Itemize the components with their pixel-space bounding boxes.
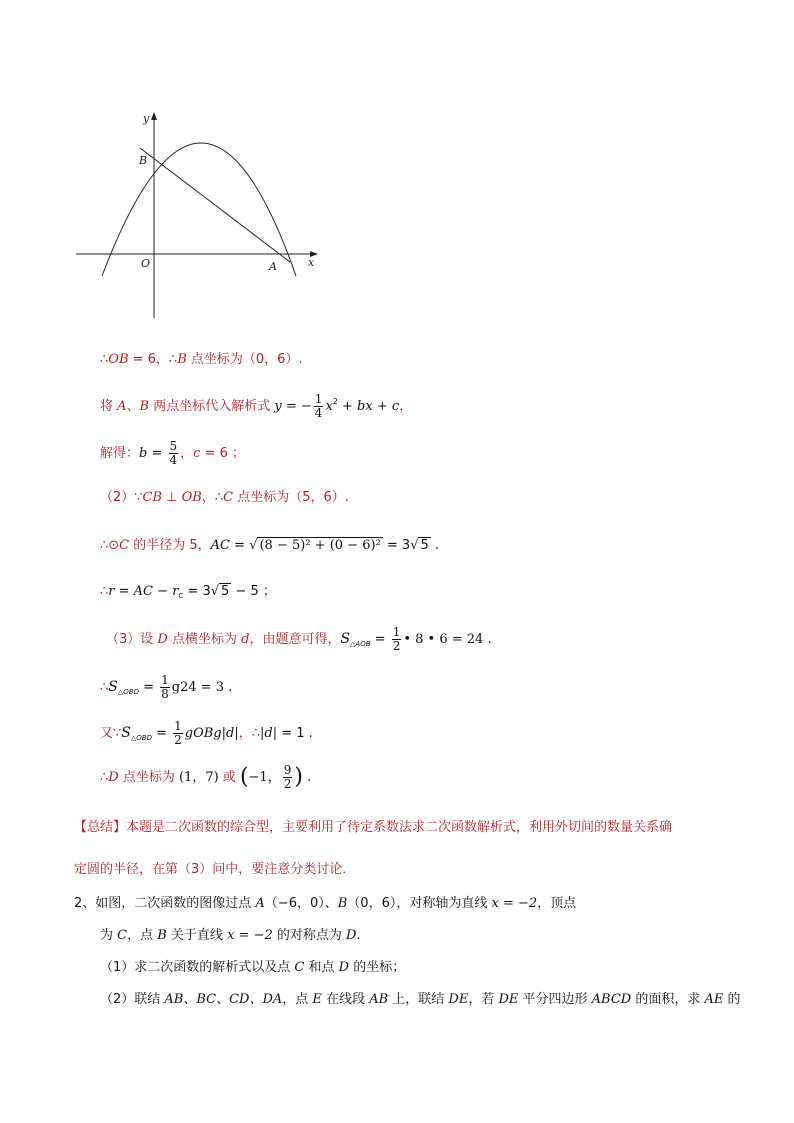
text: ，∴ bbox=[201, 490, 224, 505]
text: C bbox=[119, 538, 130, 553]
text: 和点 bbox=[304, 960, 339, 975]
solution-line-1 bbox=[100, 350, 303, 370]
text: △AOB bbox=[350, 640, 371, 648]
text: = bbox=[147, 446, 167, 461]
text: 平分四边形 bbox=[518, 992, 592, 1007]
text: 的 bbox=[723, 992, 741, 1007]
text: . bbox=[483, 632, 492, 647]
text: 的坐标； bbox=[349, 960, 406, 975]
text: （2）∵ bbox=[100, 490, 143, 505]
text: = 3 bbox=[183, 584, 211, 599]
text: E bbox=[312, 992, 322, 1007]
fraction: $\frac{1}{2}$ bbox=[174, 719, 182, 747]
text: 5 bbox=[420, 538, 429, 553]
problem-line-1 bbox=[74, 894, 576, 914]
text: 的对称点为 bbox=[272, 928, 346, 943]
origin-label: O bbox=[141, 257, 151, 270]
problem-line-2 bbox=[100, 926, 361, 946]
text: C bbox=[178, 592, 184, 600]
text: − bbox=[153, 584, 173, 599]
text: ABCD bbox=[591, 992, 632, 1007]
text: D bbox=[345, 928, 357, 943]
text: 的面积，求 bbox=[631, 992, 705, 1007]
text: 为 bbox=[100, 928, 118, 943]
text: OB bbox=[108, 352, 129, 367]
text: C bbox=[223, 490, 234, 505]
text: 2 bbox=[332, 397, 338, 406]
text: 或 bbox=[218, 770, 240, 785]
summary-tag: 【总结】 bbox=[74, 820, 127, 835]
text: ，顶点 bbox=[537, 896, 577, 911]
text: B bbox=[139, 399, 150, 414]
text: ∴ bbox=[100, 770, 109, 785]
text: （0，6），对称轴为直线 bbox=[347, 896, 492, 911]
text: A bbox=[255, 896, 265, 911]
text: = 6 ； bbox=[200, 446, 246, 461]
solution-line-2 bbox=[100, 392, 412, 420]
text: ， bbox=[180, 446, 194, 461]
problem-question-1 bbox=[100, 958, 405, 978]
text: A bbox=[117, 399, 127, 414]
text: 点坐标为（0，6）. bbox=[186, 352, 303, 367]
text: d bbox=[241, 632, 250, 647]
text: ，点 bbox=[282, 992, 313, 1007]
text: −1， bbox=[248, 770, 281, 785]
point-a-label: A bbox=[269, 260, 277, 273]
y-axis-label: y bbox=[143, 112, 150, 125]
text: x = −2 bbox=[227, 928, 273, 943]
solution-line-7 bbox=[106, 626, 492, 654]
text: CB bbox=[142, 490, 163, 505]
y-axis-arrow bbox=[151, 112, 157, 120]
text: （1）求二次函数的解析式以及点 bbox=[100, 960, 295, 975]
solution-line-10: ∴D 点坐标为 (1，7) 或 (−1， $\frac{9}{2}$ ) . bbox=[100, 763, 312, 791]
problem-question-2 bbox=[100, 990, 741, 1010]
text: (1，7) bbox=[178, 770, 219, 785]
text: （2）联结 bbox=[100, 992, 165, 1007]
text: DE bbox=[498, 992, 519, 1007]
text: x = −2 bbox=[491, 896, 538, 911]
text: 点横坐标为 bbox=[167, 632, 242, 647]
text: （3）设 bbox=[106, 632, 158, 647]
fraction: $\frac{5}{4}$ bbox=[169, 439, 178, 467]
point-b-label: B bbox=[139, 154, 148, 167]
fraction: $\frac{1}{2}$ bbox=[392, 625, 401, 653]
text: ，点 bbox=[127, 928, 158, 943]
text: 5 bbox=[221, 584, 230, 599]
summary-line-2 bbox=[74, 860, 355, 880]
text: gOBg bbox=[184, 726, 222, 741]
text: 又∵ bbox=[100, 726, 122, 741]
fraction: $\frac{9}{2}$ bbox=[283, 763, 292, 791]
solution-line-8 bbox=[100, 674, 232, 702]
text: y bbox=[274, 399, 282, 414]
text: AC bbox=[210, 538, 231, 553]
text: 关于直线 bbox=[166, 928, 228, 943]
solution-line-6: ∴r = AC − $r_C = 3√$ 5 − 5 ； bbox=[100, 584, 276, 600]
text: r bbox=[172, 584, 179, 599]
text: B bbox=[337, 896, 348, 911]
text: AB、BC、CD、DA bbox=[164, 992, 283, 1007]
text: ， bbox=[399, 399, 413, 414]
text: = 3 bbox=[382, 538, 411, 553]
text: 点坐标为（5，6）. bbox=[233, 490, 349, 505]
text: = − bbox=[281, 399, 312, 414]
text: 两点坐标代入解析式 bbox=[149, 399, 275, 414]
text: ，由题意可得， bbox=[249, 632, 341, 647]
text: = 1 bbox=[277, 726, 305, 741]
line-ab bbox=[140, 148, 290, 262]
text: DE bbox=[448, 992, 469, 1007]
text: 上，联结 bbox=[388, 992, 449, 1007]
text: ，若 bbox=[468, 992, 499, 1007]
solution-line-3 bbox=[100, 440, 245, 467]
parabola-curve bbox=[102, 143, 296, 276]
text: 在线段 bbox=[321, 992, 370, 1007]
summary-line-1 bbox=[74, 818, 672, 838]
solution-line-5: ∴⊙C 的半径为 5，AC = √ (8 − 5)² + (0 − 6)² = 3√ 5 . bbox=[100, 538, 440, 553]
text: S bbox=[121, 725, 131, 741]
text: C bbox=[117, 928, 128, 943]
text: . bbox=[356, 928, 361, 943]
fraction: $\frac{1}{4}$ bbox=[314, 392, 323, 420]
text: . bbox=[224, 680, 233, 695]
text: AC bbox=[133, 584, 154, 599]
text: D bbox=[108, 770, 119, 785]
text: 的半径为 5， bbox=[129, 538, 211, 553]
text: = bbox=[151, 726, 172, 741]
text: = 6，∴ bbox=[128, 352, 178, 367]
text: S bbox=[108, 679, 118, 695]
text: （−6，0）、 bbox=[264, 896, 338, 911]
text: |d| bbox=[221, 726, 239, 741]
text: D bbox=[338, 960, 350, 975]
text: 2、如图，二次函数的图像过点 bbox=[74, 896, 256, 911]
text: 定圆的半径，在第（3）问中，要注意分类讨论． bbox=[74, 862, 356, 877]
text: b bbox=[139, 446, 148, 461]
text: OB bbox=[181, 490, 202, 505]
text: 本题是二次函数的综合型，主要利用了待定系数法求二次函数解析式，利用外切间的数量关系确 bbox=[126, 820, 673, 835]
text: . bbox=[304, 726, 313, 741]
text: ，∴ bbox=[238, 726, 261, 741]
text: △OBD bbox=[130, 734, 152, 742]
text: AE bbox=[704, 992, 724, 1007]
text: 、 bbox=[126, 399, 140, 414]
text: x bbox=[325, 399, 333, 414]
sqrt-radicand: (8 − 5)² + (0 − 6)² bbox=[259, 538, 381, 553]
text: ∴ bbox=[100, 680, 109, 695]
text: ∴ bbox=[100, 352, 109, 367]
text: |d| bbox=[260, 726, 278, 741]
text: − 5 ； bbox=[231, 584, 276, 599]
fraction: $\frac{1}{8}$ bbox=[161, 673, 169, 701]
text: ∴⊙ bbox=[100, 538, 120, 553]
text: . bbox=[302, 770, 312, 785]
text: = bbox=[230, 538, 250, 553]
text: 点坐标为 bbox=[118, 770, 179, 785]
x-axis-label: x bbox=[308, 256, 315, 269]
text: = bbox=[114, 584, 134, 599]
solution-line-4 bbox=[100, 488, 349, 508]
text: r bbox=[108, 584, 115, 599]
solution-line-9 bbox=[100, 720, 313, 748]
text: B bbox=[157, 928, 167, 943]
text: B bbox=[177, 352, 187, 367]
text: c bbox=[193, 446, 201, 461]
text: . bbox=[430, 538, 440, 553]
text: = bbox=[370, 632, 390, 647]
text: AB bbox=[369, 992, 389, 1007]
text: 解得： bbox=[100, 446, 140, 461]
text: ∴ bbox=[100, 584, 109, 599]
text: = bbox=[138, 680, 159, 695]
text: S bbox=[340, 631, 351, 647]
text: • 8 • 6 = 24 bbox=[403, 632, 484, 647]
text: g24 = 3 bbox=[171, 680, 225, 695]
parabola-figure bbox=[0, 0, 794, 330]
text: △OBD bbox=[117, 688, 139, 696]
text: C bbox=[294, 960, 305, 975]
text: ⊥ bbox=[162, 490, 182, 505]
text: 将 bbox=[100, 399, 118, 414]
text: D bbox=[157, 632, 168, 647]
text: + bx + c bbox=[337, 399, 400, 414]
